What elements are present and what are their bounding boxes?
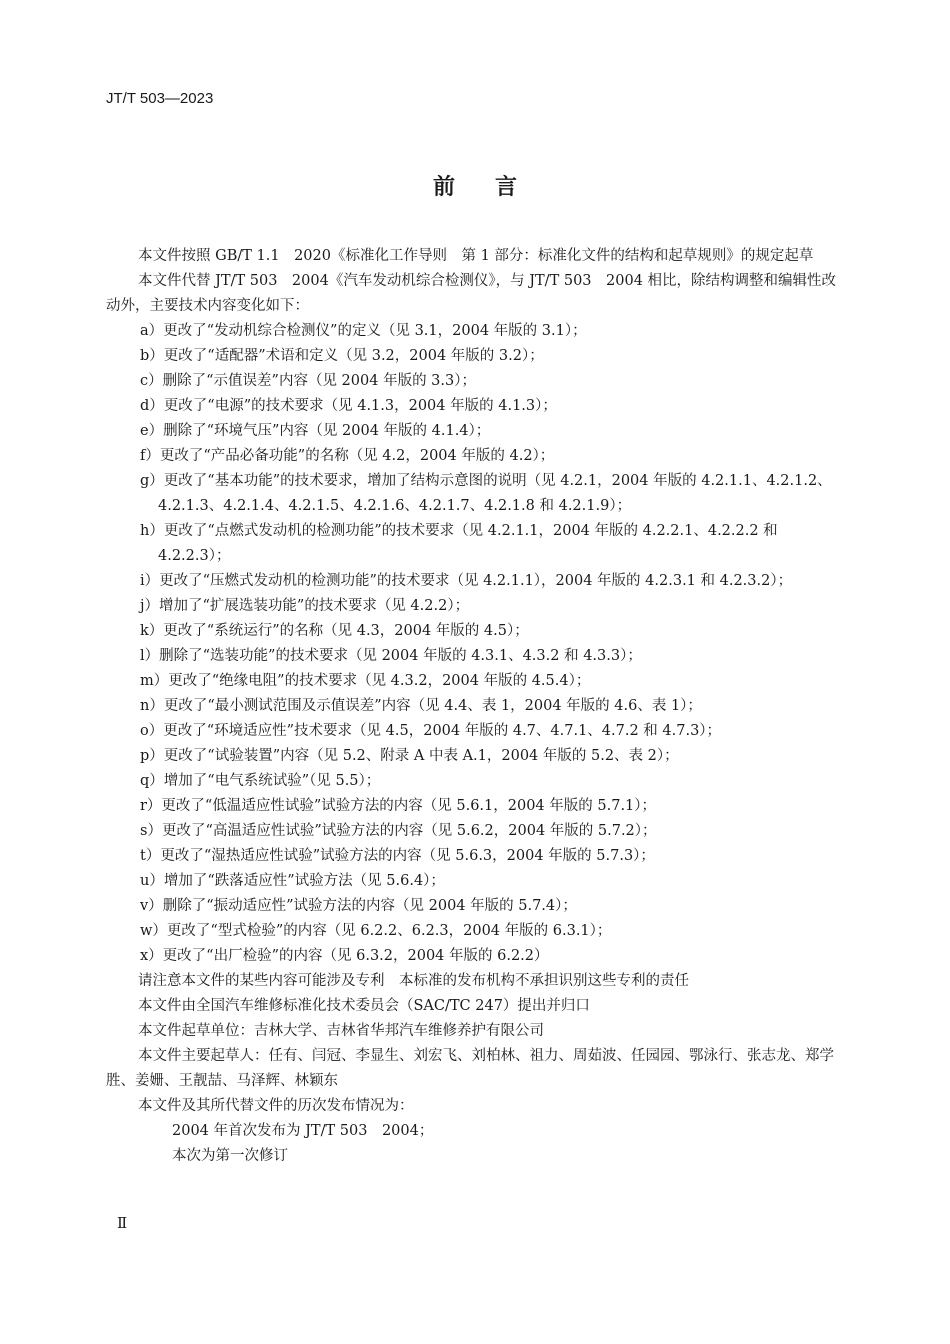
list-item: x）更改了“出厂检验”的内容（见 6.3.2，2004 年版的 6.2.2）: [140, 948, 549, 964]
list-item: c）删除了“示值误差”内容（见 2004 年版的 3.3）；: [140, 373, 476, 389]
list-item: m）更改了“绝缘电阻”的技术要求（见 4.3.2，2004 年版的 4.5.4）；: [140, 673, 591, 689]
list-item: l）删除了“选装功能”的技术要求（见 2004 年版的 4.3.1、4.3.2 和 4.3.3）；: [140, 648, 642, 664]
list-item: i）更改了“压燃式发动机的检测功能”的技术要求（见 4.2.1.1），2004 年版的 4.2.3.1 和 4.2.3.2）；: [140, 573, 793, 589]
changes-list: [106, 319, 846, 969]
proposer-statement: 本文件由全国汽车维修标准化技术委员会（SAC/TC 247）提出并归口: [138, 998, 590, 1014]
list-item: k）更改了“系统运行”的名称（见 4.3，2004 年版的 4.5）；: [140, 623, 529, 639]
intro-paragraph: 本文件代替 JT/T 503 2004《汽车发动机综合检测仪》，与 JT/T 503 2004 相比，除结构调整和编辑性改动外，主要技术内容变化如下：: [106, 273, 837, 314]
drafters: 本文件主要起草人：任有、闫冠、李显生、刘宏飞、刘柏林、祖力、周茹波、任园园、鄂泳行、张志龙、郑学胜、姜姗、王靓喆、马泽辉、林颖东: [106, 1048, 834, 1089]
list-item: w）更改了“型式检验”的内容（见 6.2.2、6.2.3，2004 年版的 6.3.1）；: [140, 923, 612, 939]
history-list: [106, 1119, 846, 1169]
list-item: 本次为第一次修订: [172, 1148, 288, 1164]
list-item: r）更改了“低温适应性试验”试验方法的内容（见 5.6.1，2004 年版的 5.7.1）；: [140, 798, 657, 814]
list-item: q）增加了“电气系统试验”（见 5.5）；: [140, 773, 381, 789]
document-body: [106, 244, 846, 1169]
intro-paragraph: 本文件按照 GB/T 1.1 2020《标准化工作导则 第 1 部分：标准化文件的结构和起草规则》的规定起草: [138, 248, 814, 264]
patent-notice: 请注意本文件的某些内容可能涉及专利 本标准的发布机构不承担识别这些专利的责任: [138, 973, 689, 989]
list-item: t）更改了“湿热适应性试验”试验方法的内容（见 5.6.3，2004 年版的 5.7.3）；: [140, 848, 655, 864]
list-item: a）更改了“发动机综合检测仪”的定义（见 3.1，2004 年版的 3.1）；: [140, 323, 587, 339]
list-item: e）删除了“环境气压”内容（见 2004 年版的 4.1.4）；: [140, 423, 491, 439]
list-item: h）更改了“点燃式发动机的检测功能”的技术要求（见 4.2.1.1，2004 年版的 4.2.2.1、4.2.2.2 和 4.2.2.3）；: [140, 523, 778, 564]
document-code: JT/T 503—2023: [106, 90, 214, 107]
list-item: o）更改了“环境适应性”技术要求（见 4.5，2004 年版的 4.7、4.7.1、4.7.2 和 4.7.3）；: [140, 723, 722, 739]
list-item: u）增加了“跌落适应性”试验方法（见 5.6.4）；: [140, 873, 445, 889]
list-item: g）更改了“基本功能”的技术要求，增加了结构示意图的说明（见 4.2.1，2004 年版的 4.2.1.1、4.2.1.2、4.2.1.3、4.2.1.4、4.2.1.5、4.2.1.6、4.2.1.7、4.2.1.8 和 4.2.1.9）；: [140, 473, 832, 514]
list-item: p）更改了“试验装置”内容（见 5.2、附录 A 中表 A.1，2004 年版的 5.2、表 2）；: [140, 748, 679, 764]
drafting-units: 本文件起草单位：吉林大学、吉林省华邦汽车维修养护有限公司: [138, 1023, 544, 1039]
list-item: s）更改了“高温适应性试验”试验方法的内容（见 5.6.2，2004 年版的 5.7.2）；: [140, 823, 657, 839]
list-item: d）更改了“电源”的技术要求（见 4.1.3，2004 年版的 4.1.3）；: [140, 398, 557, 414]
list-item: 2004 年首次发布为 JT/T 503 2004；: [172, 1123, 434, 1139]
list-item: f）更改了“产品必备功能”的名称（见 4.2，2004 年版的 4.2）；: [140, 448, 555, 464]
list-item: j）增加了“扩展选装功能”的技术要求（见 4.2.2）；: [140, 598, 470, 614]
list-item: v）删除了“振动适应性”试验方法的内容（见 2004 年版的 5.7.4）；: [140, 898, 577, 914]
page-title: 前言: [432, 174, 557, 200]
list-item: b）更改了“适配器”术语和定义（见 3.2，2004 年版的 3.2）；: [140, 348, 544, 364]
history-intro: 本文件及其所代替文件的历次发布情况为：: [138, 1098, 414, 1114]
page-number: Ⅱ: [117, 1214, 128, 1232]
list-item: n）更改了“最小测试范围及示值误差”内容（见 4.4、表 1，2004 年版的 4.6、表 1）；: [140, 698, 702, 714]
